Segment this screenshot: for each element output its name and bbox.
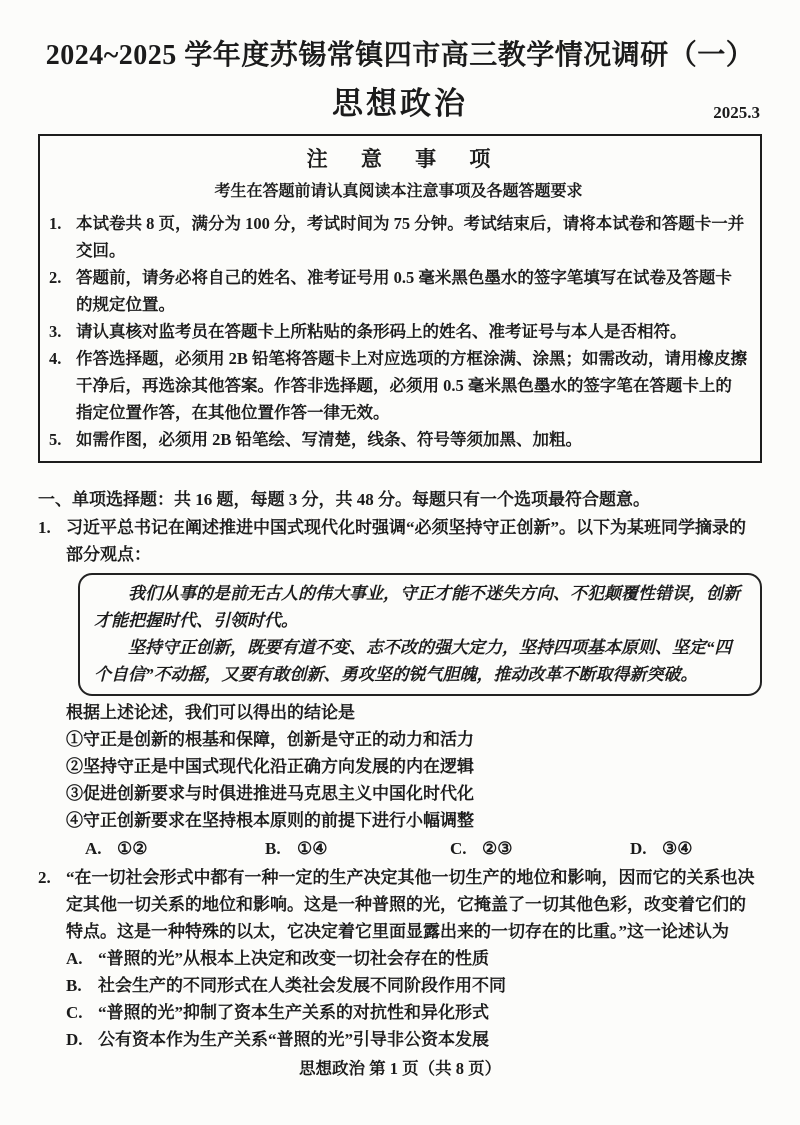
option-c: [66, 999, 762, 1026]
option-text: ①②: [117, 839, 148, 858]
notice-item-text: 本试卷共 8 页，满分为 100 分，考试时间为 75 分钟。考试结束后，请将本试卷和答题卡一并交回。: [76, 214, 745, 260]
option-label: B.: [265, 839, 281, 858]
subject-title: 思想政治: [332, 86, 468, 121]
notice-item: [49, 210, 748, 264]
question-1: [38, 514, 762, 863]
question-2: [38, 864, 762, 1053]
question-followup: 根据上述论述，我们可以得出的结论是: [66, 703, 355, 722]
option-label: A.: [66, 949, 83, 968]
quote-paragraph: 我们从事的是前无古人的伟大事业，守正才能不迷失方向、不犯颠覆性错误，创新才能把握时代、引领时代。: [94, 584, 740, 630]
notice-title: 注 意 事 项: [306, 147, 505, 171]
exam-date: 2025.3: [713, 103, 760, 122]
question-body: [66, 864, 762, 1053]
option-label: C.: [450, 839, 467, 858]
notice-item-text: 如需作图，必须用 2B 铅笔绘、写清楚，线条、符号等须加黑、加粗。: [76, 430, 583, 449]
notice-item: [49, 264, 748, 318]
option-text: “普照的光”抑制了资本生产关系的对抗性和异化形式: [98, 1003, 489, 1022]
exam-title: 2024~2025 学年度苏锡常镇四市高三教学情况调研（一）: [45, 40, 755, 71]
statement: ④守正创新要求在坚持根本原则的前提下进行小幅调整: [66, 811, 474, 830]
option-a: [66, 945, 762, 972]
notice-item-number: 4.: [49, 349, 62, 368]
notice-item: [49, 345, 748, 426]
notice-subtitle: 考生在答题前请认真阅读本注意事项及各题答题要求: [214, 183, 583, 200]
statement: ①守正是创新的根基和保障，创新是守正的动力和活力: [66, 730, 474, 749]
notice-item-text: 答题前，请务必将自己的姓名、准考证号用 0.5 毫米黑色墨水的签字笔填写在试卷及答题卡的规定位置。: [76, 268, 732, 314]
option-label: A.: [85, 839, 102, 858]
question-options: [66, 945, 762, 1053]
notice-item-number: 2.: [49, 268, 62, 287]
option-label: D.: [66, 1030, 83, 1049]
option-label: B.: [66, 976, 82, 995]
notice-item-number: 3.: [49, 322, 62, 341]
option-text: 社会生产的不同形式在人类社会发展不同阶段作用不同: [98, 976, 506, 995]
notice-item-number: 1.: [49, 214, 62, 233]
question-statements: [66, 726, 762, 834]
notice-item-text: 请认真核对监考员在答题卡上所粘贴的条形码上的姓名、准考证号与本人是否相符。: [76, 322, 687, 341]
page-footer: 思想政治 第 1 页（共 8 页）: [298, 1059, 502, 1078]
notice-item-number: 5.: [49, 430, 62, 449]
subject-row: [38, 82, 762, 126]
option-label: D.: [630, 839, 647, 858]
option-b: [265, 835, 450, 863]
option-text: ③④: [662, 839, 693, 858]
notice-list: [49, 210, 748, 453]
notice-item: [49, 318, 748, 345]
notice-item-text: 作答选择题，必须用 2B 铅笔将答题卡上对应选项的方框涂满、涂黑；如需改动，请用橡皮擦干净后，再选涂其他答案。作答非选择题，必须用 0.5 毫米黑色墨水的签字笔在答题卡上的指定位置作答，在其他位置作答一律无效。: [76, 349, 748, 422]
question-stem: 习近平总书记在阐述推进中国式现代化时强调“必须坚持守正创新”。以下为某班同学摘录的部分观点：: [66, 518, 746, 564]
question-number: 1.: [38, 518, 51, 537]
option-d: [630, 835, 762, 863]
option-text: ①④: [297, 839, 328, 858]
option-text: 公有资本作为生产关系“普照的光”引导非公资本发展: [98, 1030, 489, 1049]
option-text: ②③: [482, 839, 513, 858]
statement: ③促进创新要求与时俱进推进马克思主义中国化时代化: [66, 784, 474, 803]
option-b: [66, 972, 762, 999]
option-c: [450, 835, 630, 863]
notice-box: [38, 134, 762, 463]
statement: ②坚持守正是中国式现代化沿正确方向发展的内在逻辑: [66, 757, 474, 776]
option-a: [85, 835, 265, 863]
option-text: “普照的光”从根本上决定和改变一切社会存在的性质: [98, 949, 489, 968]
question-body: [66, 514, 762, 863]
question-options: [66, 835, 762, 863]
notice-item: [49, 426, 748, 453]
question-stem: “在一切社会形式中都有一种一定的生产决定其他一切生产的地位和影响，因而它的关系也决定其他一切关系的地位和影响。这是一种普照的光，它掩盖了一切其他色彩，改变着它们的特点。这是一种特殊的以太，它决定着它里面显露出来的一切存在的比重。”这一论述认为: [66, 868, 755, 941]
option-label: C.: [66, 1003, 83, 1022]
quote-paragraph: 坚持守正创新，既要有道不变、志不改的强大定力，坚持四项基本原则、坚定“四个自信”不动摇，又要有敢创新、勇攻坚的锐气胆魄，推动改革不断取得新突破。: [94, 638, 732, 684]
section-heading: 一、单项选择题：共 16 题，每题 3 分，共 48 分。每题只有一个选项最符合题意。: [38, 490, 650, 509]
option-d: [66, 1026, 762, 1053]
question-number: 2.: [38, 868, 51, 887]
quote-box: [78, 573, 762, 696]
